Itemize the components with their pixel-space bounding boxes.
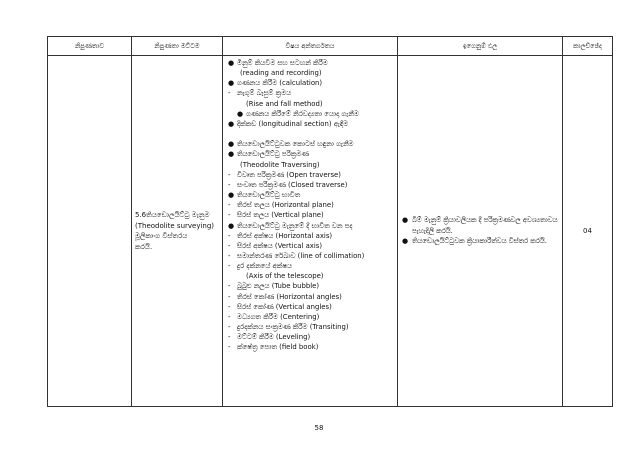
content-item-text: ගණනය කිරීම (calculation) <box>237 79 323 88</box>
content-item <box>228 302 395 312</box>
competency-level-text <box>132 210 222 252</box>
content-item <box>228 68 395 78</box>
content-item-text: තියඩොලයිට්ටුවක කොටස් හඳුනා ගැනීම <box>237 140 354 149</box>
content-item <box>228 109 395 119</box>
content-item-text: දුර දක්නයේ අක්ෂය <box>237 262 292 271</box>
content-item <box>228 139 395 149</box>
dash-marker: - <box>228 180 231 189</box>
outcome-item <box>402 215 558 236</box>
content-item-text: තිරස් අක්ෂය (Horizontal axis) <box>237 231 333 240</box>
content-item-text: තිරස් තලය (Horizontal plane) <box>237 201 334 210</box>
content-item-text: දුරදක්නය සංක්‍රමණ කිරීම (Transiting) <box>237 323 349 332</box>
level-line-1: තියඩොලයිට්ටු මැනුම <box>146 211 210 219</box>
content-item <box>228 271 395 281</box>
dash-marker: - <box>228 211 231 220</box>
dash-marker: - <box>228 343 231 352</box>
bullet-icon: ● <box>228 150 235 159</box>
header-periods: කාලච්ඡේද <box>563 37 613 56</box>
bullet-icon: ● <box>402 216 409 225</box>
bullet-icon: ● <box>228 191 235 200</box>
content-item <box>228 200 395 210</box>
bullet-icon: ● <box>228 221 235 230</box>
content-item-text: ගණනය කිරීමේ නිරවද්‍යතා යොදා ගැනීම <box>246 109 359 118</box>
content-item <box>228 180 395 190</box>
dash-marker: - <box>228 241 231 250</box>
content-item-text: බුබුළු නලය (Tube bubble) <box>237 282 320 291</box>
content-item <box>228 160 395 170</box>
header-competency: නිපුණතාව <box>48 37 132 56</box>
dash-marker: - <box>228 231 231 240</box>
content-item-text: විවෘත පරික්‍රමණ (Open traverse) <box>237 170 341 179</box>
content-item-text: මිනුම් කියවීම සහ සටහන් කිරීම <box>237 59 328 67</box>
outcome-item-text: තියඩොලයිට්ටුවක ක්‍රියාකාරීත්වය විස්තර කරයි. <box>412 237 547 246</box>
content-item <box>228 251 395 261</box>
content-item-text: (Rise and fall method) <box>246 99 323 108</box>
content-item <box>228 129 395 139</box>
periods-cell: 04 <box>563 56 613 407</box>
header-learning-outcomes: ඉගෙනුම් ඵල <box>398 37 563 56</box>
content-item-text: තියඩොලයිට්ටු මැනුමේ දී භාවිත වන පද <box>237 221 353 230</box>
content-item <box>228 119 395 129</box>
content-item <box>228 170 395 180</box>
level-number: 5.6 <box>135 211 147 219</box>
dash-marker: - <box>228 251 231 260</box>
content-item <box>228 78 395 88</box>
content-item <box>228 221 395 231</box>
content-item-text: (Axis of the telescope) <box>246 272 324 281</box>
outcome-item <box>402 236 558 247</box>
dash-marker: - <box>228 282 231 291</box>
level-line-3: මූලිකාංග විස්තරය <box>135 232 188 240</box>
content-item-text: සංවෘත පරික්‍රමණ (Closed traverse) <box>237 180 348 189</box>
content-item <box>228 190 395 200</box>
content-item-text: ක්ෂේත්‍ර පොත (field book) <box>237 343 319 352</box>
content-item <box>228 332 395 342</box>
bullet-icon: ● <box>237 109 244 118</box>
content-item <box>228 58 395 68</box>
content-item-text: සමාන්තරණ රේඛාව (line of collimation) <box>237 251 365 260</box>
dash-marker: - <box>228 89 231 98</box>
content-item-text: මධ්‍යගත කිරීම (Centering) <box>237 312 320 321</box>
dash-marker: - <box>228 312 231 321</box>
content-item <box>228 88 395 98</box>
outcome-item-text: බිම් මැනුම් ක්‍රියාවලියක දී පරික්‍රමණවල අවශ්‍යතාවය පැහැදිලි කරයි. <box>412 216 558 235</box>
bullet-icon: ● <box>228 79 235 88</box>
content-item-text: තිරස් කෝණ (Horizontal angles) <box>237 292 342 301</box>
content-item-text: සිරස් අක්ෂය (Vertical axis) <box>237 241 323 250</box>
bullet-icon: ● <box>228 59 235 67</box>
content-item-text: තියඩොලයිට්ටු පරික්‍රමණ <box>237 150 310 159</box>
content-item <box>228 261 395 271</box>
content-item-text: සිරස් කෝණ (Vertical angles) <box>237 302 332 311</box>
dash-marker: - <box>228 170 231 179</box>
header-subject-content: විෂය අන්තර්ගතය <box>223 37 398 56</box>
dash-marker: - <box>228 302 231 311</box>
content-item-text: (Theodolite Traversing) <box>240 160 320 169</box>
learning-outcomes-list <box>398 215 562 247</box>
bullet-icon: ● <box>228 140 235 149</box>
dash-marker: - <box>228 292 231 301</box>
subject-content-cell <box>223 56 398 407</box>
content-item-text: (reading and recording) <box>240 69 322 78</box>
content-item-text: නැගුම් බැසුම් ක්‍රමය <box>237 89 292 98</box>
content-item <box>228 210 395 220</box>
content-item <box>228 342 395 352</box>
content-item <box>228 281 395 291</box>
content-item-text: මට්ටම් කිරීම (Leveling) <box>237 333 311 342</box>
header-competency-level: නිපුණතා මට්ටම <box>132 37 223 56</box>
header-row <box>48 37 613 56</box>
dash-marker: - <box>228 333 231 342</box>
content-item <box>228 149 395 159</box>
content-item-text: දික්කඩ (longitudinal section) ඇඳීම <box>237 119 349 128</box>
competency-cell <box>48 56 132 407</box>
content-item-text: තියඩොලයිට්ටු භාවිත <box>237 191 301 200</box>
content-item <box>228 322 395 332</box>
table-row <box>48 56 613 407</box>
bullet-icon: ● <box>228 119 235 128</box>
bullet-icon: ● <box>402 237 409 246</box>
dash-marker: - <box>228 262 231 271</box>
content-item-text: සිරස් තලය (Vertical plane) <box>237 211 324 220</box>
syllabus-table <box>47 36 613 407</box>
learning-outcomes-cell <box>398 56 563 407</box>
level-line-4: කරයි. <box>135 242 153 251</box>
page-number: 58 <box>314 424 324 432</box>
competency-level-cell <box>132 56 223 407</box>
content-item <box>228 99 395 109</box>
dash-marker: - <box>228 323 231 332</box>
content-item <box>228 231 395 241</box>
subject-content-list <box>223 56 397 353</box>
content-item <box>228 292 395 302</box>
dash-marker: - <box>228 201 231 210</box>
level-line-2: (Theodolite surveying) <box>135 221 215 230</box>
content-item <box>228 312 395 322</box>
content-item <box>228 241 395 251</box>
